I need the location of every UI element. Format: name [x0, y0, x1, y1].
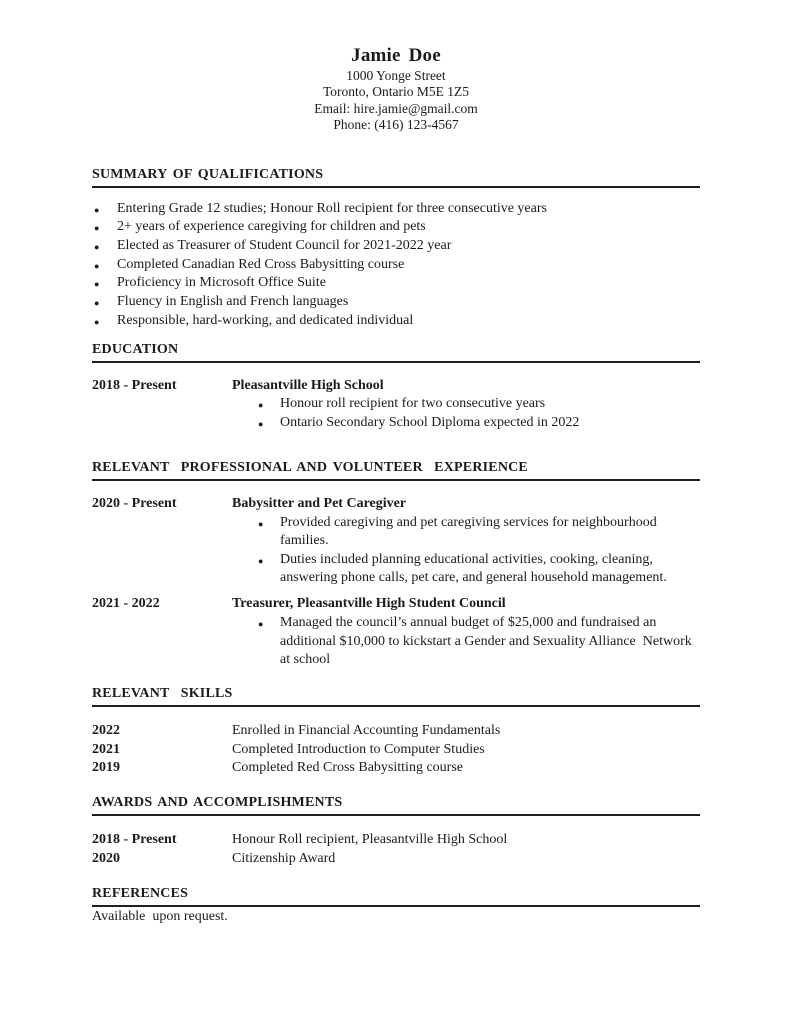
- education-entry-title: Pleasantville High School: [232, 377, 384, 393]
- section-experience: [92, 459, 700, 669]
- experience-dates: 2021 - 2022: [92, 596, 160, 612]
- skill-dates: 2021: [92, 741, 120, 757]
- education-heading: EDUCATION: [92, 341, 700, 363]
- phone-line: Phone: (416) 123-4567: [333, 117, 459, 133]
- experience-entry-title: Treasurer, Pleasantville High Student Council: [232, 596, 506, 612]
- summary-bullet: ● Responsible, hard-working, and dedicated individual: [92, 312, 700, 331]
- awards-rows: [92, 831, 700, 868]
- section-awards: [92, 794, 700, 868]
- experience-description: [232, 495, 700, 587]
- experience-entry-row: [92, 595, 700, 669]
- summary-bullet: ● Fluency in English and French languages: [92, 293, 700, 312]
- award-dates: 2018 - Present: [92, 832, 177, 848]
- skill-text: Completed Introduction to Computer Studies: [232, 741, 485, 757]
- references-text: Available upon request.: [92, 908, 228, 924]
- experience-bullet-list: [232, 514, 700, 588]
- education-dates: 2018 - Present: [92, 377, 177, 393]
- experience-bullet: ● Duties included planning educational activities, cooking, cleaning, answering phone calls, pet care, and general household management.: [232, 551, 700, 588]
- experience-entry: [92, 495, 700, 587]
- award-row: [92, 850, 700, 868]
- experience-description: [232, 595, 700, 669]
- education-entry: [92, 377, 700, 433]
- section-education: [92, 341, 700, 433]
- education-entry-row: [92, 377, 700, 433]
- address-line-2: Toronto, Ontario M5E 1Z5: [322, 84, 470, 100]
- summary-bullet: ● Completed Canadian Red Cross Babysitting course: [92, 256, 700, 275]
- candidate-name: Jamie Doe: [351, 45, 441, 66]
- experience-dates: 2020 - Present: [92, 496, 177, 512]
- experience-bullet-list: [232, 614, 700, 669]
- skill-dates: 2022: [92, 723, 120, 739]
- skills-heading: RELEVANT SKILLS: [92, 685, 700, 707]
- experience-entry-title: Babysitter and Pet Caregiver: [232, 496, 407, 512]
- education-bullet-list: [232, 395, 700, 432]
- summary-bullet: ● Entering Grade 12 studies; Honour Roll recipient for three consecutive years: [92, 200, 700, 219]
- section-references: [92, 885, 700, 926]
- skill-row: [92, 741, 700, 759]
- experience-entry: [92, 595, 700, 669]
- education-bullet: ● Ontario Secondary School Diploma expected in 2022: [232, 414, 700, 432]
- skill-text: Completed Red Cross Babysitting course: [232, 759, 463, 775]
- summary-bullet: ● 2+ years of experience caregiving for children and pets: [92, 218, 700, 237]
- summary-bullet: ● Elected as Treasurer of Student Council for 2021-2022 year: [92, 237, 700, 256]
- section-skills: [92, 685, 700, 777]
- references-heading: REFERENCES: [92, 885, 700, 907]
- email-line: Email: hire.jamie@gmail.com: [314, 100, 478, 116]
- education-bullet: ● Honour roll recipient for two consecutive years: [232, 395, 700, 413]
- skill-row: [92, 759, 700, 777]
- award-row: [92, 831, 700, 849]
- resume-header: [92, 44, 700, 134]
- summary-bullet: ● Proficiency in Microsoft Office Suite: [92, 274, 700, 293]
- address-line-1: 1000 Yonge Street: [346, 68, 446, 83]
- section-summary: [92, 166, 700, 331]
- awards-heading: AWARDS AND ACCOMPLISHMENTS: [92, 794, 700, 816]
- experience-heading: RELEVANT PROFESSIONAL AND VOLUNTEER EXPERIENCE: [92, 459, 700, 481]
- skill-text: Enrolled in Financial Accounting Fundamentals: [232, 723, 501, 739]
- summary-bullet-list: [92, 200, 700, 331]
- skills-rows: [92, 722, 700, 777]
- experience-bullet: ● Provided caregiving and pet caregiving services for neighbourhood families.: [232, 514, 700, 551]
- award-text: Citizenship Award: [232, 850, 336, 866]
- skill-dates: 2019: [92, 759, 120, 775]
- skill-row: [92, 722, 700, 740]
- award-text: Honour Roll recipient, Pleasantville High School: [232, 832, 508, 848]
- summary-heading: SUMMARY OF QUALIFICATIONS: [92, 166, 700, 188]
- education-description: [232, 377, 700, 433]
- experience-bullet: ● Managed the council’s annual budget of $25,000 and fundraised an additional $10,000 to kickstart a Gender and Sexuality Alliance Network at school: [232, 614, 700, 669]
- experience-entry-row: [92, 495, 700, 587]
- award-dates: 2020: [92, 850, 120, 866]
